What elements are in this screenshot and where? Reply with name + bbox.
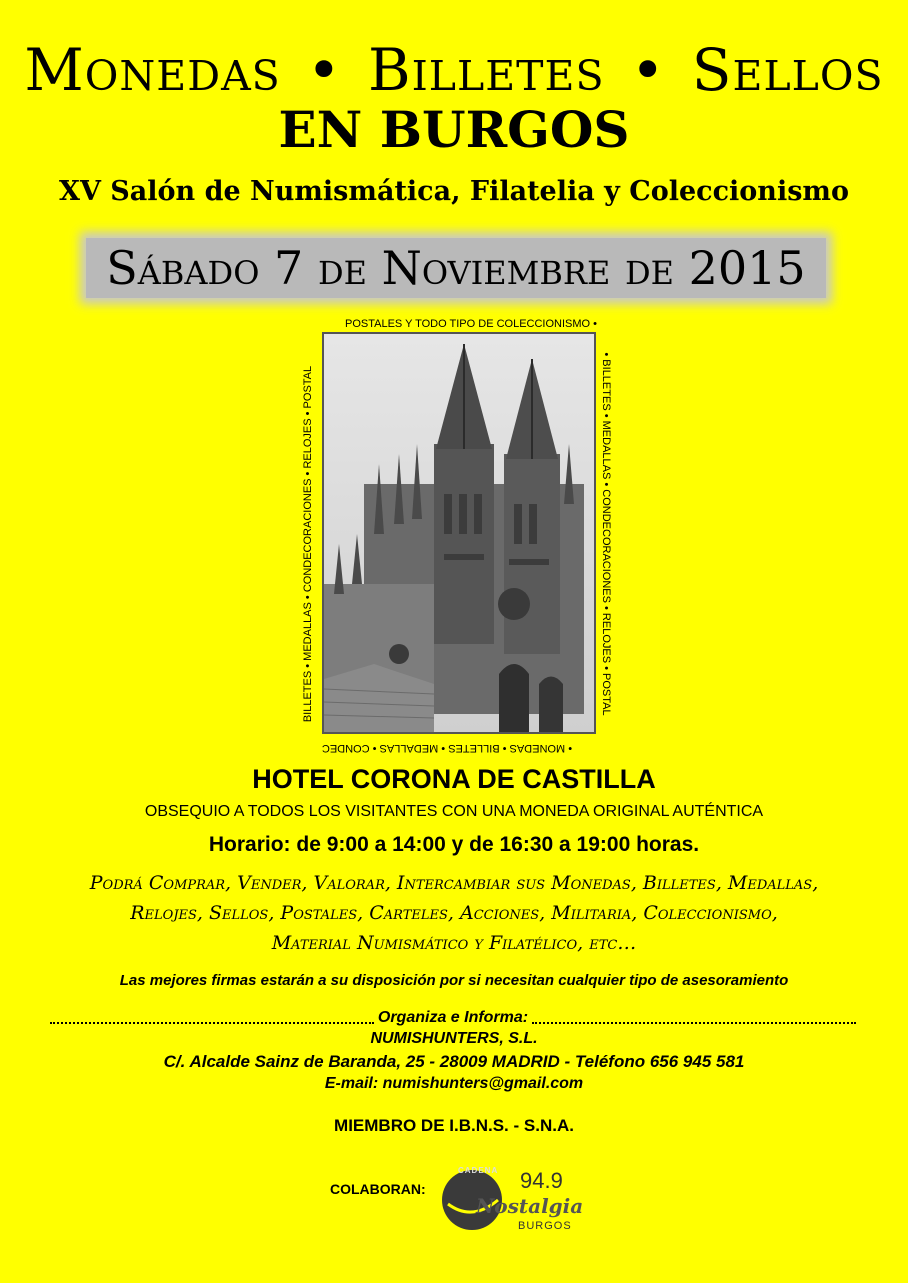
organizer-email[interactable]: E-mail: numishunters@gmail.com (324, 1075, 584, 1092)
logo-top-text: CADENA (458, 1166, 499, 1175)
sponsors-label: COLABORAN: (330, 1181, 426, 1197)
headline-word-monedas: Monedas (24, 36, 281, 104)
firms-notice: Las mejores firmas estarán a su disposición por si necesitan cualquier tipo de asesoramiento (119, 972, 789, 989)
organizer-divider (50, 1008, 856, 1028)
bullet-separator: • (630, 36, 666, 104)
hours-label: Horario: (208, 833, 291, 856)
venue-name: HOTEL CORONA DE CASTILLA (252, 764, 656, 794)
organizer-company: NUMISHUNTERS, S.L. (370, 1030, 538, 1047)
activities-line: Material Numismático y Filatélico, etc… (271, 932, 637, 954)
membership: MIEMBRO DE I.B.N.S. - S.N.A. (334, 1116, 574, 1135)
event-subtitle: XV Salón de Numismática, Filatelia y Coleccionismo (59, 176, 849, 207)
bullet-separator: • (306, 36, 342, 104)
cathedral-photo (322, 332, 596, 734)
dotted-rule (50, 1022, 374, 1024)
logo-frequency: 94.9 (520, 1168, 563, 1193)
activities-line: Relojes, Sellos, Postales, Carteles, Acciones, Militaria, Coleccionismo, (130, 902, 778, 924)
headline-word-billetes: Billetes (367, 36, 605, 104)
opening-hours (0, 833, 908, 857)
organizer-address: C/. Alcalde Sainz de Baranda, 25 - 28009 MADRID - Teléfono 656 945 581 (163, 1052, 745, 1071)
activities-line: Podrá Comprar, Vender, Valorar, Intercambiar sus Monedas, Billetes, Medallas, (89, 872, 819, 894)
headline (0, 36, 908, 104)
dotted-rule (532, 1022, 856, 1024)
logo-city: BURGOS (518, 1220, 572, 1232)
radio-nostalgia-logo (440, 1160, 584, 1240)
frame-text-bottom: • MONEDAS • BILLETES • MEDALLAS • CONDEC (321, 742, 573, 754)
organizer-label: Organiza e Informa: (377, 1009, 529, 1026)
frame-text-top: POSTALES Y TODO TIPO DE COLECCIONISMO • (344, 318, 598, 330)
activities-list (0, 868, 908, 958)
hours-text: de 9:00 a 14:00 y de 16:30 a 19:00 horas. (290, 833, 700, 856)
frame-text-right: • BILLETES • MEDALLAS • CONDECORACIONES • RELOJES • POSTAL (600, 352, 612, 716)
gift-notice: OBSEQUIO A TODOS LOS VISITANTES CON UNA MONEDA ORIGINAL AUTÉNTICA (144, 803, 764, 820)
logo-name: Nostalgia (476, 1194, 584, 1218)
frame-text-left: BILLETES • MEDALLAS • CONDECORACIONES • RELOJES • POSTAL (302, 365, 314, 723)
headline-word-sellos: Sellos (691, 36, 884, 104)
city-title: EN BURGOS (278, 100, 630, 159)
event-date: Sábado 7 de Noviembre de 2015 (86, 238, 826, 298)
photo-frame (298, 318, 620, 754)
